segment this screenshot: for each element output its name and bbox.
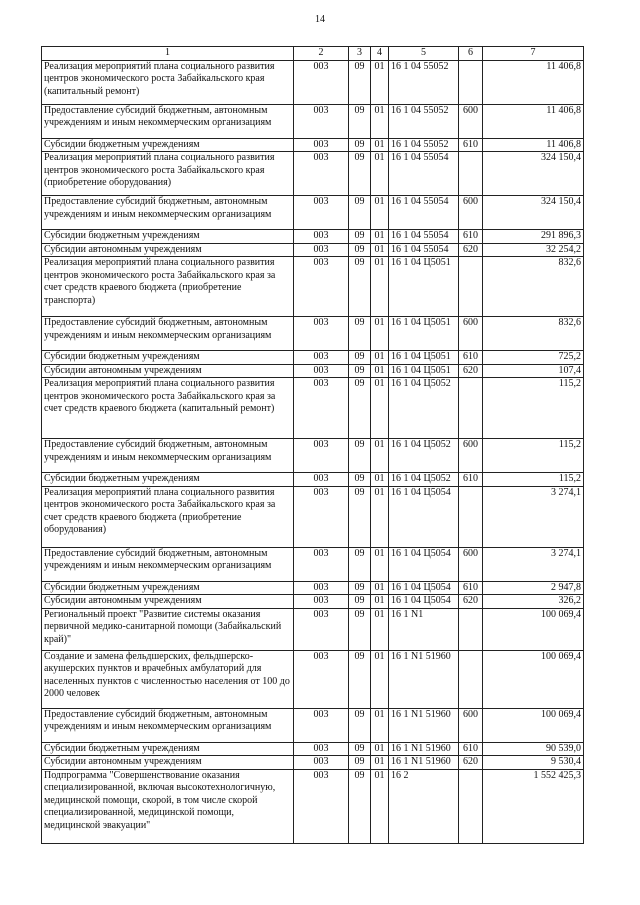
row-grbs-code: 003 — [294, 486, 349, 547]
row-grbs-code: 003 — [294, 364, 349, 378]
row-expense-type: 610 — [459, 581, 483, 595]
row-name: Субсидии бюджетным учреждениям — [42, 742, 294, 756]
row-name: Субсидии бюджетным учреждениям — [42, 230, 294, 244]
table-row — [42, 439, 584, 473]
row-target-article: 16 2 — [389, 769, 459, 843]
table-row — [42, 104, 584, 138]
row-target-article: 16 1 N1 — [389, 608, 459, 650]
row-expense-type — [459, 650, 483, 708]
table-row — [42, 230, 584, 244]
row-grbs-code: 003 — [294, 769, 349, 843]
row-name: Подпрограмма "Совершенствование оказания специализированной, включая высокотехнологичную, медицинской помощи, скорой, в том числе скорой специализированной, медицинской помощи, медицинской эвакуации" — [42, 769, 294, 843]
row-expense-type — [459, 378, 483, 439]
row-expense-type: 600 — [459, 439, 483, 473]
row-section-code: 09 — [349, 317, 371, 351]
row-subsection-code: 01 — [371, 650, 389, 708]
table-row — [42, 650, 584, 708]
row-grbs-code: 003 — [294, 243, 349, 257]
row-section-code: 09 — [349, 60, 371, 104]
row-section-code: 09 — [349, 769, 371, 843]
row-section-code: 09 — [349, 138, 371, 152]
table-row — [42, 243, 584, 257]
row-grbs-code: 003 — [294, 257, 349, 317]
table-body — [42, 60, 584, 843]
row-grbs-code: 003 — [294, 742, 349, 756]
row-section-code: 09 — [349, 104, 371, 138]
row-target-article: 16 1 04 55052 — [389, 138, 459, 152]
row-amount: 324 150,4 — [483, 152, 584, 196]
row-section-code: 09 — [349, 378, 371, 439]
column-header-2: 2 — [294, 47, 349, 61]
row-name: Региональный проект "Развитие системы оказания первичной медико-санитарной помощи (Забайкальский край)" — [42, 608, 294, 650]
row-name: Реализация мероприятий плана социального развития центров экономического роста Забайкальского края за счет средств краевого бюджета (приобретение транспорта) — [42, 257, 294, 317]
table-row — [42, 608, 584, 650]
row-name: Субсидии бюджетным учреждениям — [42, 138, 294, 152]
row-name: Реализация мероприятий плана социального развития центров экономического роста Забайкальского края за счет средств краевого бюджета (приобретение оборудования) — [42, 486, 294, 547]
row-subsection-code: 01 — [371, 439, 389, 473]
row-name: Создание и замена фельдшерских, фельдшерско-акушерских пунктов и врачебных амбулаторий для населенных пунктов с численностью населения от 100 до 2000 человек — [42, 650, 294, 708]
table-row — [42, 547, 584, 581]
row-target-article: 16 1 04 Ц5054 — [389, 595, 459, 609]
row-target-article: 16 1 04 Ц5052 — [389, 473, 459, 487]
row-expense-type: 600 — [459, 708, 483, 742]
row-grbs-code: 003 — [294, 595, 349, 609]
row-expense-type — [459, 769, 483, 843]
row-name: Субсидии автономным учреждениям — [42, 243, 294, 257]
row-target-article: 16 1 04 55052 — [389, 60, 459, 104]
row-expense-type — [459, 257, 483, 317]
row-section-code: 09 — [349, 257, 371, 317]
row-amount: 324 150,4 — [483, 196, 584, 230]
row-grbs-code: 003 — [294, 196, 349, 230]
row-subsection-code: 01 — [371, 257, 389, 317]
row-grbs-code: 003 — [294, 60, 349, 104]
row-subsection-code: 01 — [371, 595, 389, 609]
row-grbs-code: 003 — [294, 581, 349, 595]
row-expense-type: 600 — [459, 317, 483, 351]
row-amount: 11 406,8 — [483, 138, 584, 152]
row-subsection-code: 01 — [371, 104, 389, 138]
column-header-1: 1 — [42, 47, 294, 61]
row-subsection-code: 01 — [371, 742, 389, 756]
table-row — [42, 138, 584, 152]
row-expense-type: 620 — [459, 756, 483, 770]
row-amount: 1 552 425,3 — [483, 769, 584, 843]
row-amount: 100 069,4 — [483, 608, 584, 650]
row-section-code: 09 — [349, 708, 371, 742]
row-target-article: 16 1 N1 51960 — [389, 756, 459, 770]
table-row — [42, 595, 584, 609]
row-grbs-code: 003 — [294, 473, 349, 487]
row-section-code: 09 — [349, 650, 371, 708]
row-amount: 832,6 — [483, 317, 584, 351]
row-subsection-code: 01 — [371, 364, 389, 378]
row-amount: 115,2 — [483, 473, 584, 487]
row-section-code: 09 — [349, 243, 371, 257]
row-name: Субсидии автономным учреждениям — [42, 756, 294, 770]
row-subsection-code: 01 — [371, 486, 389, 547]
table-row — [42, 473, 584, 487]
row-name: Реализация мероприятий плана социального развития центров экономического роста Забайкальского края за счет средств краевого бюджета (капитальный ремонт) — [42, 378, 294, 439]
row-target-article: 16 1 04 Ц5054 — [389, 486, 459, 547]
row-expense-type: 600 — [459, 104, 483, 138]
row-expense-type: 610 — [459, 230, 483, 244]
row-grbs-code: 003 — [294, 138, 349, 152]
table-header-row — [42, 47, 584, 61]
row-expense-type: 620 — [459, 364, 483, 378]
row-amount: 11 406,8 — [483, 104, 584, 138]
row-subsection-code: 01 — [371, 60, 389, 104]
row-amount: 115,2 — [483, 439, 584, 473]
row-section-code: 09 — [349, 547, 371, 581]
row-grbs-code: 003 — [294, 378, 349, 439]
row-section-code: 09 — [349, 486, 371, 547]
row-section-code: 09 — [349, 742, 371, 756]
table-row — [42, 581, 584, 595]
table-row — [42, 196, 584, 230]
row-target-article: 16 1 N1 51960 — [389, 708, 459, 742]
row-amount: 90 539,0 — [483, 742, 584, 756]
row-amount: 9 530,4 — [483, 756, 584, 770]
row-amount: 107,4 — [483, 364, 584, 378]
row-grbs-code: 003 — [294, 708, 349, 742]
row-amount: 32 254,2 — [483, 243, 584, 257]
row-subsection-code: 01 — [371, 708, 389, 742]
table-row — [42, 317, 584, 351]
row-subsection-code: 01 — [371, 196, 389, 230]
row-amount: 725,2 — [483, 351, 584, 365]
table-row — [42, 486, 584, 547]
row-expense-type: 600 — [459, 196, 483, 230]
budget-table — [41, 46, 584, 844]
row-expense-type: 610 — [459, 742, 483, 756]
row-expense-type: 610 — [459, 138, 483, 152]
row-section-code: 09 — [349, 473, 371, 487]
row-target-article: 16 1 N1 51960 — [389, 650, 459, 708]
table-row — [42, 60, 584, 104]
row-name: Предоставление субсидий бюджетным, автономным учреждениям и иным некоммерческим организациям — [42, 196, 294, 230]
row-target-article: 16 1 04 55054 — [389, 243, 459, 257]
table-row — [42, 364, 584, 378]
row-grbs-code: 003 — [294, 439, 349, 473]
row-subsection-code: 01 — [371, 756, 389, 770]
column-header-5: 5 — [389, 47, 459, 61]
row-name: Субсидии автономным учреждениям — [42, 595, 294, 609]
row-amount: 291 896,3 — [483, 230, 584, 244]
row-name: Предоставление субсидий бюджетным, автономным учреждениям и иным некоммерческим организациям — [42, 708, 294, 742]
row-amount: 100 069,4 — [483, 650, 584, 708]
row-section-code: 09 — [349, 608, 371, 650]
row-name: Субсидии бюджетным учреждениям — [42, 581, 294, 595]
row-subsection-code: 01 — [371, 243, 389, 257]
row-grbs-code: 003 — [294, 608, 349, 650]
row-section-code: 09 — [349, 152, 371, 196]
row-expense-type — [459, 486, 483, 547]
row-section-code: 09 — [349, 581, 371, 595]
row-subsection-code: 01 — [371, 608, 389, 650]
row-subsection-code: 01 — [371, 230, 389, 244]
row-subsection-code: 01 — [371, 547, 389, 581]
row-target-article: 16 1 04 Ц5051 — [389, 364, 459, 378]
row-expense-type: 620 — [459, 243, 483, 257]
row-section-code: 09 — [349, 196, 371, 230]
row-expense-type: 620 — [459, 595, 483, 609]
row-subsection-code: 01 — [371, 769, 389, 843]
row-amount: 115,2 — [483, 378, 584, 439]
page-number: 14 — [315, 14, 325, 25]
row-section-code: 09 — [349, 595, 371, 609]
row-expense-type — [459, 608, 483, 650]
row-grbs-code: 003 — [294, 650, 349, 708]
row-amount: 100 069,4 — [483, 708, 584, 742]
row-section-code: 09 — [349, 439, 371, 473]
row-amount: 3 274,1 — [483, 547, 584, 581]
row-target-article: 16 1 04 55054 — [389, 152, 459, 196]
row-expense-type: 610 — [459, 473, 483, 487]
column-header-4: 4 — [371, 47, 389, 61]
row-subsection-code: 01 — [371, 138, 389, 152]
row-section-code: 09 — [349, 364, 371, 378]
row-expense-type: 600 — [459, 547, 483, 581]
row-name: Субсидии автономным учреждениям — [42, 364, 294, 378]
row-name: Предоставление субсидий бюджетным, автономным учреждениям и иным некоммерческим организациям — [42, 439, 294, 473]
row-grbs-code: 003 — [294, 351, 349, 365]
row-name: Предоставление субсидий бюджетным, автономным учреждениям и иным некоммерческим организациям — [42, 547, 294, 581]
row-subsection-code: 01 — [371, 581, 389, 595]
row-target-article: 16 1 04 55054 — [389, 196, 459, 230]
row-grbs-code: 003 — [294, 104, 349, 138]
row-grbs-code: 003 — [294, 547, 349, 581]
row-amount: 326,2 — [483, 595, 584, 609]
table-row — [42, 756, 584, 770]
row-target-article: 16 1 04 Ц5051 — [389, 351, 459, 365]
row-subsection-code: 01 — [371, 378, 389, 439]
row-name: Реализация мероприятий плана социального развития центров экономического роста Забайкальского края (капитальный ремонт) — [42, 60, 294, 104]
row-name: Субсидии бюджетным учреждениям — [42, 473, 294, 487]
row-grbs-code: 003 — [294, 230, 349, 244]
row-grbs-code: 003 — [294, 756, 349, 770]
row-section-code: 09 — [349, 351, 371, 365]
table-row — [42, 351, 584, 365]
column-header-6: 6 — [459, 47, 483, 61]
row-target-article: 16 1 04 Ц5051 — [389, 257, 459, 317]
row-section-code: 09 — [349, 230, 371, 244]
table-row — [42, 769, 584, 843]
table-row — [42, 152, 584, 196]
row-name: Субсидии бюджетным учреждениям — [42, 351, 294, 365]
table-row — [42, 708, 584, 742]
row-expense-type — [459, 152, 483, 196]
row-target-article: 16 1 04 Ц5052 — [389, 378, 459, 439]
row-name: Реализация мероприятий плана социального развития центров экономического роста Забайкальского края (приобретение оборудования) — [42, 152, 294, 196]
column-header-3: 3 — [349, 47, 371, 61]
row-amount: 3 274,1 — [483, 486, 584, 547]
row-name: Предоставление субсидий бюджетным, автономным учреждениям и иным некоммерческим организациям — [42, 104, 294, 138]
row-expense-type: 610 — [459, 351, 483, 365]
row-target-article: 16 1 04 Ц5054 — [389, 547, 459, 581]
row-subsection-code: 01 — [371, 473, 389, 487]
row-name: Предоставление субсидий бюджетным, автономным учреждениям и иным некоммерческим организациям — [42, 317, 294, 351]
row-grbs-code: 003 — [294, 152, 349, 196]
column-header-7: 7 — [483, 47, 584, 61]
row-target-article: 16 1 04 Ц5054 — [389, 581, 459, 595]
row-target-article: 16 1 04 55052 — [389, 104, 459, 138]
table-row — [42, 257, 584, 317]
row-target-article: 16 1 N1 51960 — [389, 742, 459, 756]
row-subsection-code: 01 — [371, 351, 389, 365]
row-section-code: 09 — [349, 756, 371, 770]
row-subsection-code: 01 — [371, 152, 389, 196]
row-amount: 832,6 — [483, 257, 584, 317]
row-amount: 11 406,8 — [483, 60, 584, 104]
row-amount: 2 947,8 — [483, 581, 584, 595]
row-target-article: 16 1 04 Ц5051 — [389, 317, 459, 351]
row-target-article: 16 1 04 Ц5052 — [389, 439, 459, 473]
row-target-article: 16 1 04 55054 — [389, 230, 459, 244]
row-expense-type — [459, 60, 483, 104]
table-row — [42, 742, 584, 756]
table-row — [42, 378, 584, 439]
row-subsection-code: 01 — [371, 317, 389, 351]
row-grbs-code: 003 — [294, 317, 349, 351]
